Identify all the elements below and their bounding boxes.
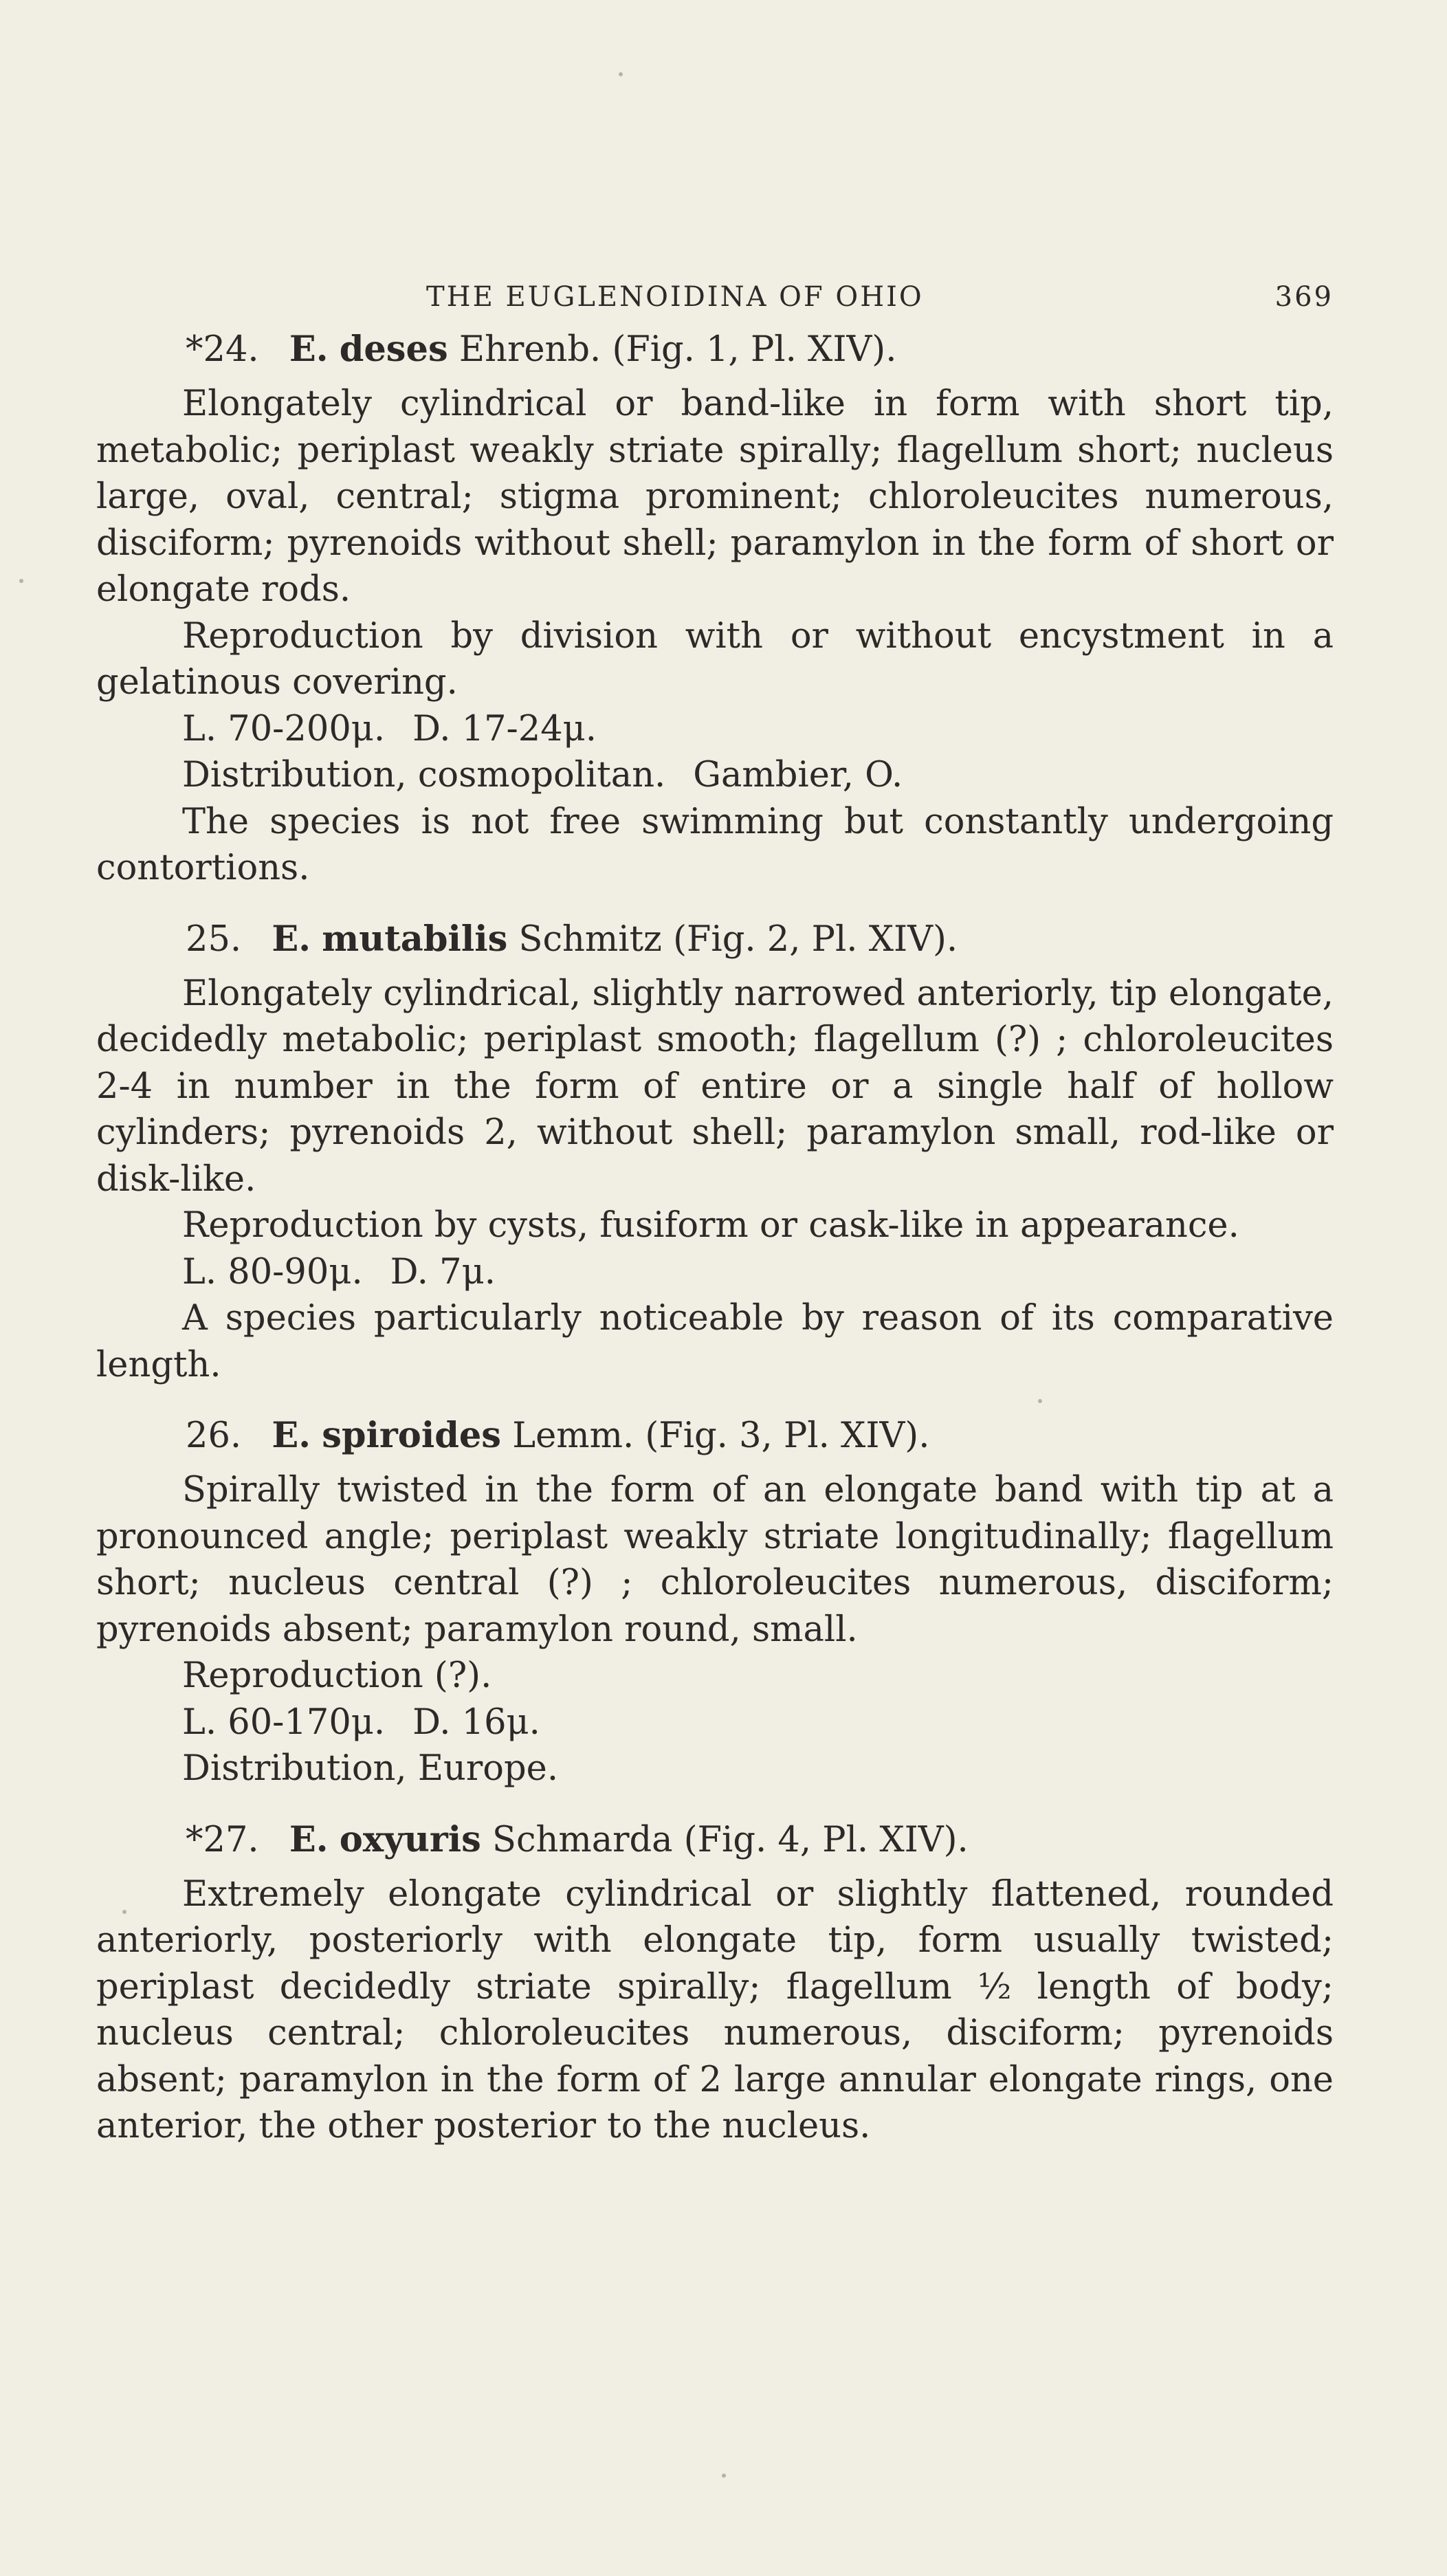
species-entry: [96, 916, 1334, 1389]
paper-speck: [619, 72, 623, 76]
species-description: Extremely elongate cylindrical or slightly flattened, rounded anteriorly, posteriorly with elongate tip, form usually twisted; periplast decidedly striate spirally; flagellum ½ length of body; nucleus central; chloroleucites numerous, disciform; pyrenoids absent; paramylon in the form of 2 large annular elongate rings, one anterior, the other posterior to the nucleus.: [96, 1873, 1334, 2146]
running-head: THE EUGLENOIDINA OF OHIO: [426, 281, 924, 313]
book-page: [96, 272, 1334, 2150]
entry-title: [186, 916, 1334, 962]
distribution-line: [182, 752, 1334, 799]
length-measure: L. 80-90μ.: [182, 1251, 363, 1292]
entry-title: [186, 1413, 1334, 1459]
locality-text: Gambier, O.: [693, 755, 903, 795]
reproduction-text: Reproduction by division with or without encystment in a gelatinous covering.: [96, 615, 1334, 703]
paper-speck: [722, 2474, 726, 2478]
species-entry: [96, 327, 1334, 892]
diameter-measure: D. 16μ.: [412, 1702, 540, 1743]
entry-title: [186, 1817, 1334, 1863]
diameter-measure: D. 7μ.: [390, 1251, 496, 1292]
authority-and-figure: Schmitz (Fig. 2, Pl. XIV).: [518, 918, 958, 960]
length-measure: L. 70-200μ.: [182, 708, 386, 749]
genus-abbrev: E.: [272, 1415, 311, 1456]
species-description: Elongately cylindrical or band-like in form with short tip, metabolic; periplast weakly striate spirally; flagellum short; nucleus large, oval, central; stigma prominent; chloroleucites numerous, disciform; pyrenoids without shell; paramylon in the form of short or elongate rods.: [96, 384, 1334, 610]
measurements: [182, 1249, 1334, 1296]
authority-and-figure: Ehrenb. (Fig. 1, Pl. XIV).: [459, 329, 897, 370]
species-name: spiroides: [322, 1415, 502, 1456]
page-number: 369: [1274, 281, 1334, 313]
authority-and-figure: Schmarda (Fig. 4, Pl. XIV).: [492, 1819, 969, 1860]
entry-number: 25.: [186, 918, 242, 960]
species-name: deses: [339, 329, 448, 370]
species-remark: A species particularly noticeable by reason of its comparative length.: [96, 1298, 1334, 1385]
entry-number: 26.: [186, 1416, 242, 1456]
species-description: Spirally twisted in the form of an elongate band with tip at a pronounced angle; periplast weakly striate longitudinally; flagellum short; nucleus central (?) ; chloroleucites numerous, disciform; pyrenoids absent; paramylon round, small.: [96, 1470, 1334, 1650]
distribution-text: Distribution, Europe.: [182, 1748, 559, 1789]
page-header: [96, 272, 1334, 327]
species-remark: The species is not free swimming but constantly undergoing contortions.: [96, 801, 1334, 888]
reproduction-text: Reproduction by cysts, fusiform or cask-like in appearance.: [182, 1205, 1239, 1246]
species-description: Elongately cylindrical, slightly narrowed anteriorly, tip elongate, decidedly metabolic; periplast smooth; flagellum (?) ; chloroleucites 2-4 in number in the form of entire or a single half of hollow cylinders; pyrenoids 2, without shell; paramylon small, rod-like or disk-like.: [96, 973, 1334, 1200]
genus-abbrev: E.: [272, 918, 311, 960]
reproduction-text: Reproduction (?).: [182, 1655, 492, 1696]
diameter-measure: D. 17-24μ.: [412, 708, 597, 749]
genus-abbrev: E.: [289, 1818, 329, 1860]
paper-speck: [19, 579, 23, 583]
measurements: [182, 1699, 1334, 1746]
length-measure: L. 60-170μ.: [182, 1702, 386, 1743]
species-entry: [96, 1817, 1334, 2150]
authority-and-figure: Lemm. (Fig. 3, Pl. XIV).: [512, 1416, 930, 1456]
species-entry: [96, 1413, 1334, 1792]
species-name: mutabilis: [322, 918, 508, 960]
measurements: [182, 706, 1334, 753]
entry-number: *24.: [186, 329, 259, 370]
distribution-text: Distribution, cosmopolitan.: [182, 755, 666, 795]
genus-abbrev: E.: [289, 329, 329, 370]
entry-title: [186, 327, 1334, 373]
species-name: oxyuris: [339, 1818, 481, 1860]
entry-number: *27.: [186, 1819, 259, 1860]
